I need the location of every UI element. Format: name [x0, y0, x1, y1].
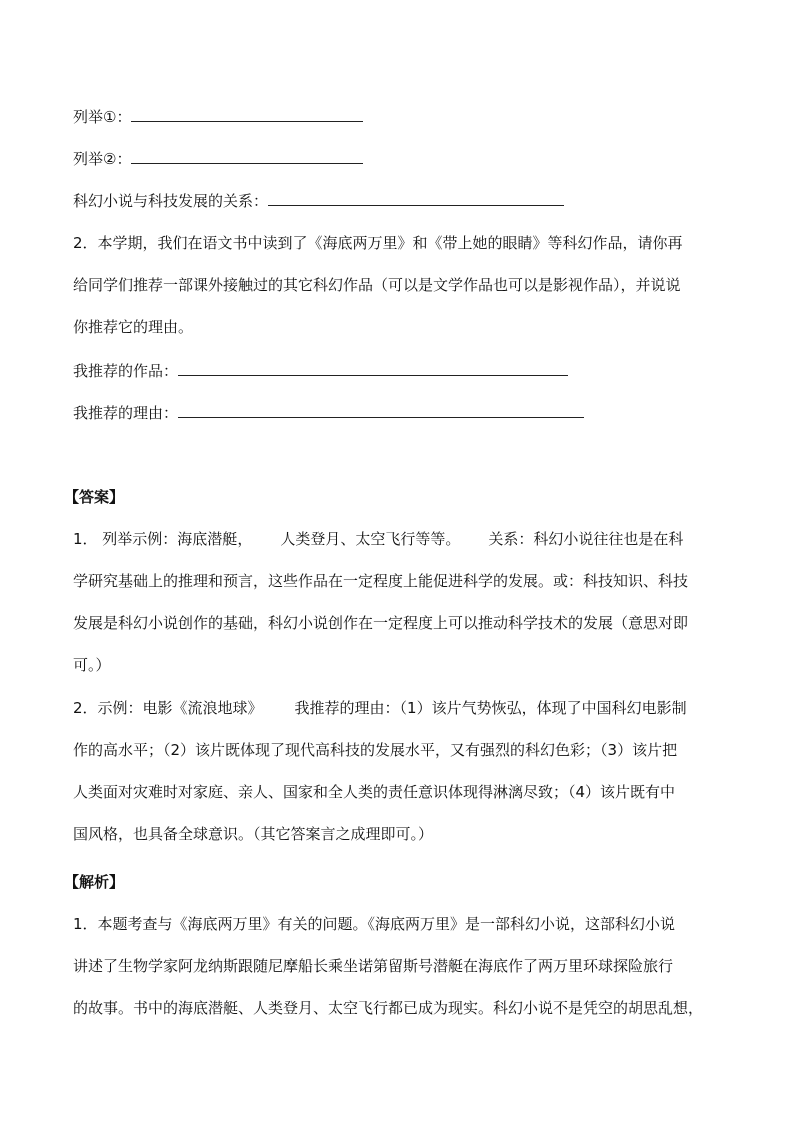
answer-heading: 【答案】 — [64, 488, 125, 506]
answer2-part-b: 我推荐的理由：（1）该片气势恢弘，体现了中国科幻电影制 — [294, 699, 687, 717]
recommend-reason-blank[interactable] — [178, 403, 584, 418]
list2-label: 列举②： — [73, 150, 132, 168]
answer1-part-c: 关系：科幻小说往往也是在科 — [488, 530, 684, 548]
list1-label: 列举①： — [73, 108, 132, 126]
relation-blank[interactable] — [268, 191, 564, 206]
analysis-line1: 1．本题考查与《海底两万里》有关的问题。《海底两万里》是一部科幻小说，这部科幻小说 — [73, 915, 676, 933]
q2-text-line3: 你推荐它的理由。 — [73, 318, 194, 336]
recommend-reason-label: 我推荐的理由： — [73, 404, 179, 422]
analysis-line2: 讲述了生物学家阿龙纳斯跟随尼摩船长乘坐诺第留斯号潜艇在海底作了两万里环球探险旅行 — [73, 957, 674, 975]
answer1-line1 — [73, 528, 683, 550]
answer1-line2: 学研究基础上的推理和预言，这些作品在一定程度上能促进科学的发展。或：科技知识、科技 — [73, 572, 689, 590]
answer2-line2: 作的高水平；（2）该片既体现了现代高科技的发展水平，又有强烈的科幻色彩；（3）该片把 — [73, 741, 678, 759]
answer2-line3: 人类面对灾难时对家庭、亲人、国家和全人类的责任意识体现得淋漓尽致；（4）该片既有中 — [73, 783, 676, 801]
answer2-line4: 国风格，也具备全球意识。（其它答案言之成理即可。） — [73, 825, 434, 843]
list2-line — [73, 148, 363, 170]
answer1-line3: 发展是科幻小说创作的基础，科幻小说创作在一定程度上可以推动科学技术的发展（意思对即 — [73, 614, 689, 632]
analysis-heading: 【解析】 — [64, 873, 125, 891]
answer1-part-b: 人类登月、太空飞行等等。 — [280, 530, 461, 548]
list1-line — [73, 106, 363, 128]
list2-blank[interactable] — [131, 149, 363, 164]
answer2-part-a: 2．示例：电影《流浪地球》 — [73, 699, 263, 717]
q2-text-line1: 2．本学期，我们在语文书中读到了《海底两万里》和《带上她的眼睛》等科幻作品，请你再 — [73, 234, 683, 252]
q2-text-line2: 给同学们推荐一部课外接触过的其它科幻作品（可以是文学作品也可以是影视作品），并说说 — [73, 276, 681, 294]
recommend-work-blank[interactable] — [178, 361, 568, 376]
relation-label: 科幻小说与科技发展的关系： — [73, 192, 269, 210]
answer1-part-a: 1． 列举示例：海底潜艇， — [73, 530, 253, 548]
analysis-line3: 的故事。书中的海底潜艇、人类登月、太空飞行都已成为现实。科幻小说不是凭空的胡思乱想， — [73, 999, 704, 1017]
recommend-work-label: 我推荐的作品： — [73, 362, 179, 380]
answer1-line4: 可。） — [73, 656, 111, 674]
answer2-line1 — [73, 697, 687, 719]
list1-blank[interactable] — [131, 107, 363, 122]
relation-line — [73, 190, 564, 212]
recommend-work-line — [73, 360, 568, 382]
recommend-reason-line — [73, 402, 584, 424]
